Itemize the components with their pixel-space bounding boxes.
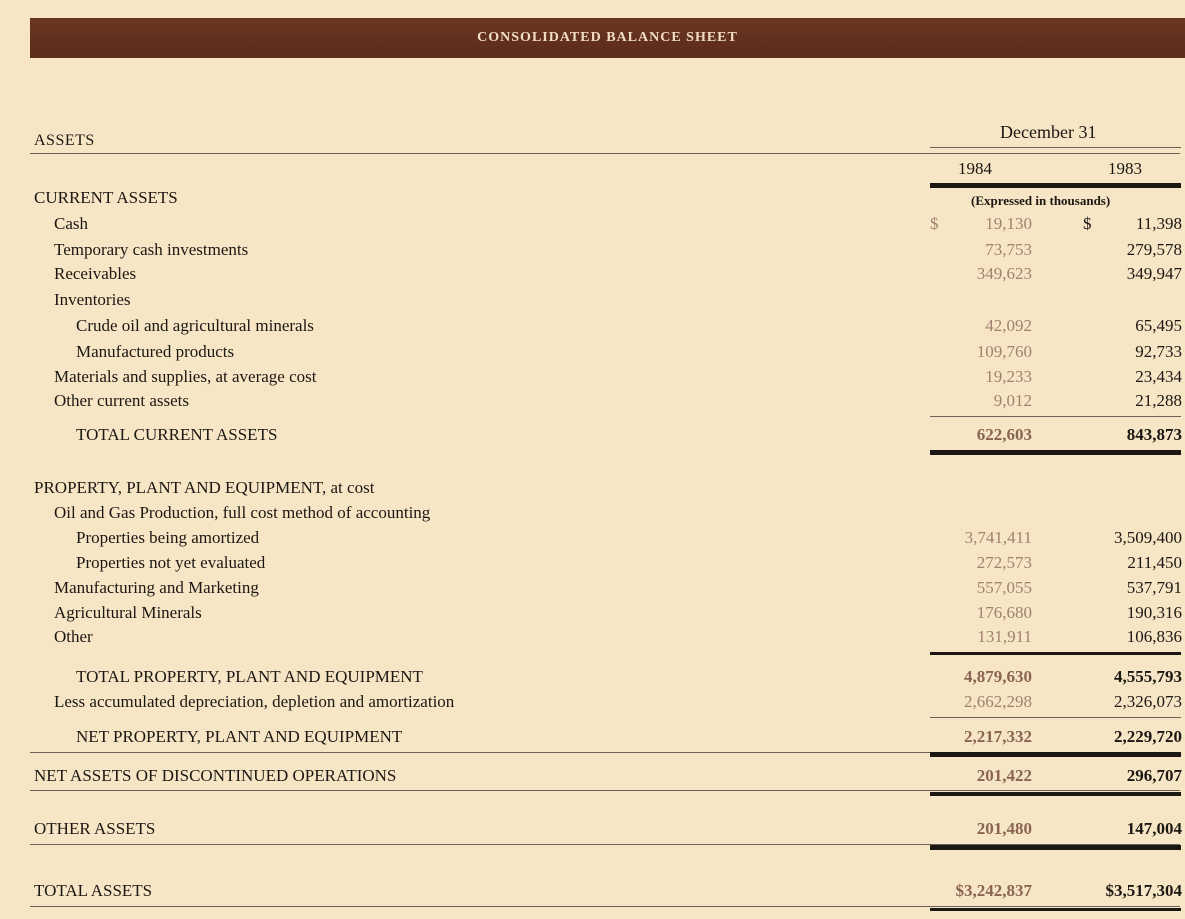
net-ppe-thick-rule (930, 752, 1181, 757)
manufactured-products-1983: 92,733 (1135, 342, 1182, 361)
net-ppe-label: NET PROPERTY, PLANT AND EQUIPMENT (76, 727, 403, 746)
properties-amortized-1984: 3,741,411 (964, 528, 1032, 547)
total-assets-label: TOTAL ASSETS (34, 881, 153, 900)
accumulated-depreciation-1983: 2,326,073 (1114, 692, 1182, 711)
cash-1983-currency: $ (1083, 214, 1092, 233)
other-ppe-label: Other (54, 627, 93, 646)
net-ppe-1984: 2,217,332 (964, 727, 1032, 746)
total-current-assets-label: TOTAL CURRENT ASSETS (76, 425, 278, 444)
year-1983-header: 1983 (1108, 159, 1142, 178)
receivables-label: Receivables (54, 264, 137, 283)
temporary-cash-label: Temporary cash investments (54, 240, 249, 259)
header-thick-rule (930, 183, 1181, 188)
materials-supplies-label: Materials and supplies, at average cost (54, 367, 317, 386)
manufactured-products-1984: 109,760 (976, 342, 1032, 361)
other-current-assets-1984: 9,012 (993, 391, 1032, 410)
total-ppe-1984: 4,879,630 (964, 667, 1032, 686)
current-assets-heading: CURRENT ASSETS (34, 188, 178, 207)
receivables-1983: 349,947 (1126, 264, 1182, 283)
manufactured-products-label: Manufactured products (76, 342, 235, 361)
crude-oil-1983: 65,495 (1135, 316, 1182, 335)
other-current-assets-label: Other current assets (54, 391, 190, 410)
discontinued-ops-1983: 296,707 (1126, 766, 1182, 785)
cash-1983: 11,398 (1135, 214, 1182, 233)
accumulated-depreciation-label: Less accumulated depreciation, depletion and amortization (54, 692, 455, 711)
total-ppe-label: TOTAL PROPERTY, PLANT AND EQUIPMENT (76, 667, 423, 686)
period-underline (930, 147, 1181, 148)
discontinued-thick-rule (930, 792, 1181, 796)
cash-1984-currency: $ (930, 214, 939, 233)
materials-supplies-1984: 19,233 (985, 367, 1032, 386)
agricultural-minerals-1984: 176,680 (976, 603, 1032, 622)
ppe-heading (34, 478, 374, 498)
other-ppe-1983: 106,836 (1126, 627, 1182, 646)
total-ppe-1983: 4,555,793 (1114, 667, 1182, 686)
units-note: (Expressed in thousands) (971, 193, 1111, 208)
year-1984-header: 1984 (958, 159, 992, 178)
ppe-heading-text: PROPERTY, PLANT AND EQUIPMENT, at cost (34, 478, 375, 497)
statement-title-banner (30, 18, 1185, 58)
other-assets-1984: 201,480 (976, 819, 1032, 838)
agricultural-minerals-label: Agricultural Minerals (54, 603, 202, 622)
properties-not-evaluated-label: Properties not yet evaluated (76, 553, 266, 572)
crude-oil-label: Crude oil and agricultural minerals (76, 316, 314, 335)
other-assets-thick-rule (930, 845, 1181, 850)
receivables-1984: 349,623 (976, 264, 1032, 283)
net-ppe-1983: 2,229,720 (1114, 727, 1182, 746)
oil-gas-label: Oil and Gas Production, full cost method of accounting (54, 503, 431, 522)
ppe-subtotal-rule (930, 652, 1181, 655)
total-current-assets-1984: 622,603 (976, 425, 1032, 444)
accumulated-depreciation-1984: 2,662,298 (964, 692, 1032, 711)
temporary-cash-1984: 73,753 (985, 240, 1032, 259)
properties-amortized-label: Properties being amortized (76, 528, 260, 547)
properties-not-evaluated-1983: 211,450 (1127, 553, 1182, 572)
manufacturing-marketing-1983: 537,791 (1126, 578, 1182, 597)
crude-oil-1984: 42,092 (985, 316, 1032, 335)
total-assets-thick-rule (930, 908, 1181, 911)
inventories-label: Inventories (54, 290, 131, 309)
other-ppe-1984: 131,911 (977, 627, 1032, 646)
manufacturing-marketing-label: Manufacturing and Marketing (54, 578, 259, 597)
cash-label: Cash (54, 214, 88, 233)
cash-1984: 19,130 (985, 214, 1032, 233)
total-assets-1983: $3,517,304 (1105, 881, 1182, 900)
discontinued-rule (30, 790, 1180, 791)
properties-not-evaluated-1984: 272,573 (976, 553, 1032, 572)
temporary-cash-1983: 279,578 (1126, 240, 1182, 259)
discontinued-ops-label: NET ASSETS OF DISCONTINUED OPERATIONS (34, 766, 397, 785)
total-current-assets-1983: 843,873 (1126, 425, 1182, 444)
period-header: December 31 (1000, 122, 1097, 142)
discontinued-ops-1984: 201,422 (976, 766, 1032, 785)
total-assets-1984: $3,242,837 (955, 881, 1032, 900)
materials-supplies-1983: 23,434 (1135, 367, 1182, 386)
header-rule (30, 153, 1180, 154)
total-assets-rule (30, 906, 1180, 907)
current-subtotal-rule (930, 416, 1181, 417)
other-current-assets-1983: 21,288 (1135, 391, 1182, 410)
statement-title: CONSOLIDATED BALANCE SHEET (477, 30, 738, 45)
other-assets-label: OTHER ASSETS (34, 819, 156, 838)
properties-amortized-1983: 3,509,400 (1114, 528, 1182, 547)
assets-heading: ASSETS (34, 132, 95, 149)
other-assets-1983: 147,004 (1126, 819, 1182, 838)
current-total-rule (930, 450, 1181, 455)
agricultural-minerals-1983: 190,316 (1126, 603, 1182, 622)
accumulated-rule (930, 717, 1181, 718)
manufacturing-marketing-1984: 557,055 (976, 578, 1032, 597)
